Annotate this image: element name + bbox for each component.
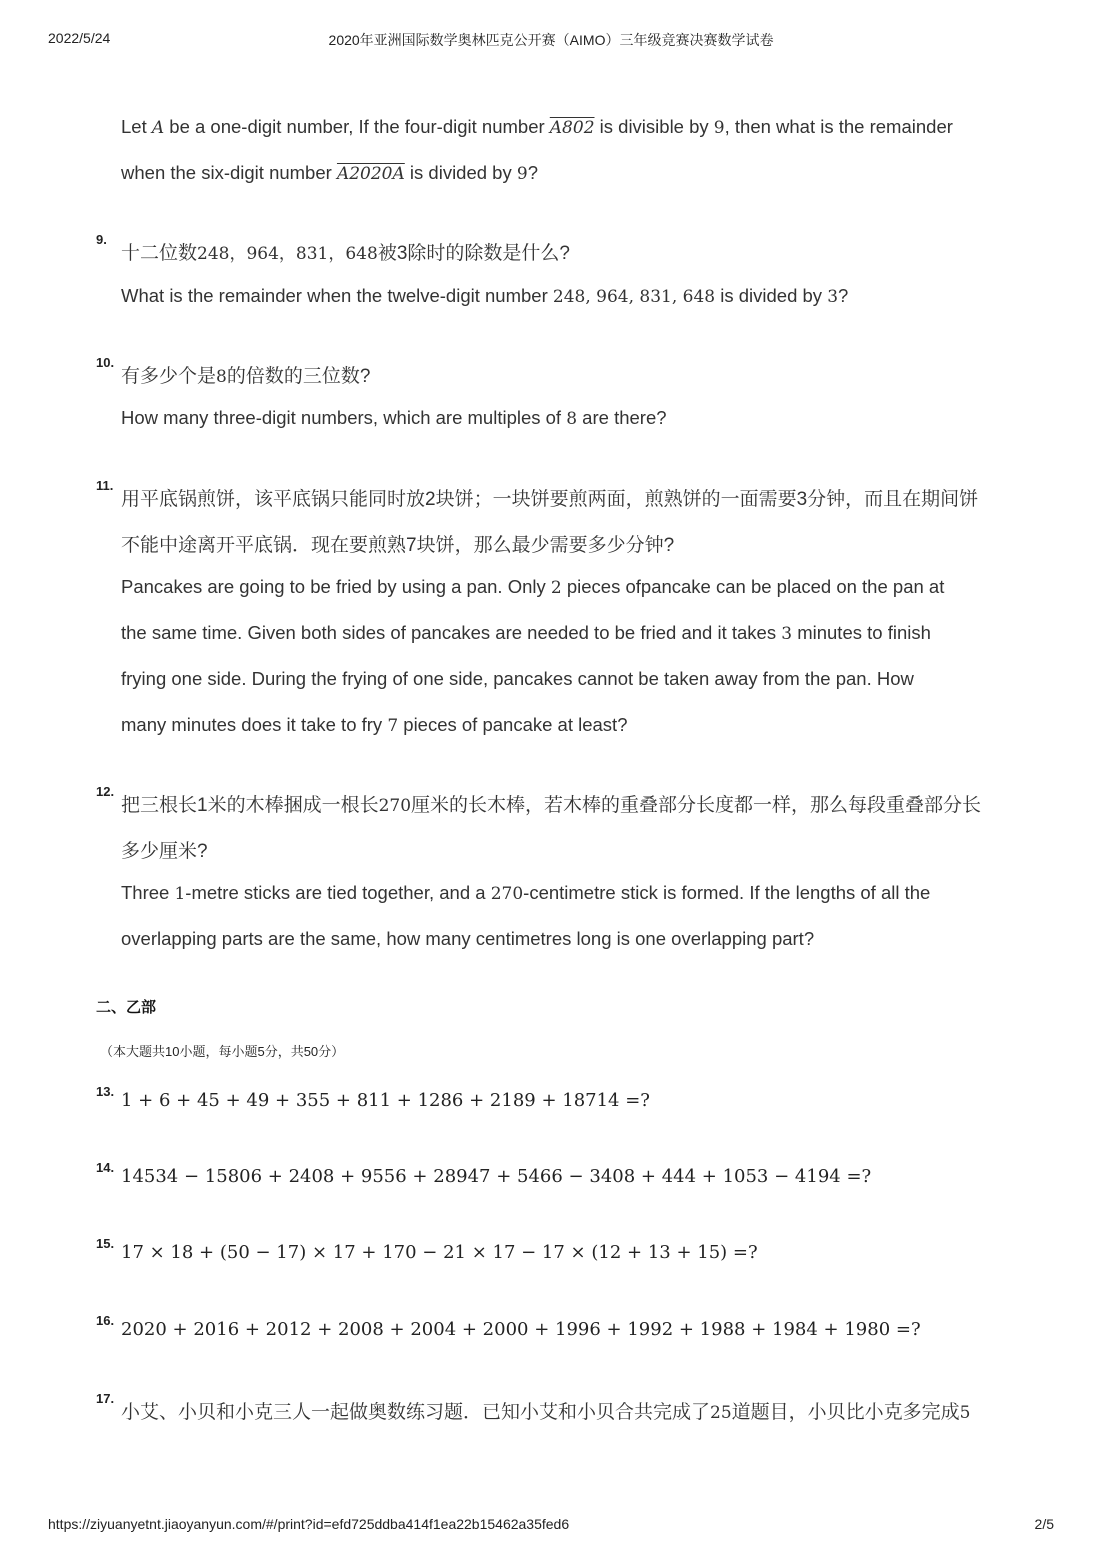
question-number: 16. [96, 1313, 115, 1328]
q10-english: How many three-digit numbers, which are multiples of 8 are there? [121, 407, 667, 429]
overlined-number: A2020A [336, 164, 405, 184]
q12-chinese-line-2: 多少厘米? [121, 841, 208, 862]
q11-english-line-1: Pancakes are going to be fried by using a pan. Only 2 pieces ofpancake can be placed on the pan at [121, 576, 945, 598]
q15-expression: 17 × 18 + (50 − 17) × 17 + 170 − 21 × 17 − 17 × (12 + 13 + 15) =? [121, 1242, 758, 1263]
q17-chinese-line-1: 小艾、小贝和小克三人一起做奥数练习题．已知小艾和小贝合共完成了25道题目，小贝比小克多完成5 [121, 1402, 971, 1423]
q12-english-line-2: overlapping parts are the same, how many centimetres long is one overlapping part? [121, 928, 815, 949]
q9-chinese: 十二位数248，964，831，648被3除时的除数是什么? [121, 243, 570, 264]
q12-english-line-1: Three 1-metre sticks are tied together, and a 270-centimetre stick is formed. If the lengths of all the [121, 882, 931, 904]
q11-english-line-4: many minutes does it take to fry 7 pieces of pancake at least? [121, 714, 628, 736]
print-date: 2022/5/24 [48, 30, 111, 46]
question-number: 12. [96, 784, 115, 799]
q14-expression: 14534 − 15806 + 2408 + 9556 + 28947 + 5466 − 3408 + 444 + 1053 − 4194 =? [121, 1166, 872, 1187]
question-number: 11. [96, 478, 114, 493]
q11-chinese-line-2: 不能中途离开平底锅．现在要煎熟7块饼，那么最少需要多少分钟? [121, 535, 675, 556]
q11-english-line-3: frying one side. During the frying of one side, pancakes cannot be taken away from the pan. How [121, 668, 914, 689]
section-title: 二、乙部 [96, 999, 157, 1016]
question-number: 13. [96, 1084, 115, 1099]
document-title: 2020年亚洲国际数学奥林匹克公开赛（AIMO）三年级竞赛决赛数学试卷 [328, 32, 774, 48]
question-number: 10. [96, 355, 115, 370]
question-number: 15. [96, 1236, 115, 1251]
q8-english-line-2: when the six-digit number A2020A is divided by 9? [121, 162, 538, 184]
q9-english: What is the remainder when the twelve-digit number 248, 964, 831, 648 is divided by 3? [121, 285, 849, 307]
q11-english-line-2: the same time. Given both sides of pancakes are needed to be fried and it takes 3 minutes to finish [121, 622, 931, 644]
question-number: 9. [96, 232, 107, 247]
question-number: 17. [96, 1391, 115, 1406]
question-number: 14. [96, 1160, 115, 1175]
footer-url: https://ziyuanyetnt.jiaoyanyun.com/#/print?id=efd725ddba414f1ea22b15462a35fed6 [48, 1516, 570, 1532]
section-note: （本大题共10小题，每小题5分，共50分） [100, 1044, 345, 1059]
q11-chinese-line-1: 用平底锅煎饼，该平底锅只能同时放2块饼；一块饼要煎两面，煎熟饼的一面需要3分钟，而且在期间饼 [121, 489, 979, 510]
page-number: 2/5 [1034, 1516, 1054, 1532]
q16-expression: 2020 + 2016 + 2012 + 2008 + 2004 + 2000 + 1996 + 1992 + 1988 + 1984 + 1980 =? [121, 1319, 921, 1340]
q13-expression: 1 + 6 + 45 + 49 + 355 + 811 + 1286 + 2189 + 18714 =? [121, 1090, 650, 1111]
q12-chinese-line-1: 把三根长1米的木棒捆成一根长270厘米的长木棒，若木棒的重叠部分长度都一样，那么每段重叠部分长 [121, 795, 982, 816]
q10-chinese: 有多少个是8的倍数的三位数? [121, 366, 371, 387]
q8-english-line-1: Let A be a one-digit number, If the four-digit number A802 is divisible by 9, then what is the remainder [121, 116, 953, 138]
overlined-number: A802 [549, 118, 595, 138]
